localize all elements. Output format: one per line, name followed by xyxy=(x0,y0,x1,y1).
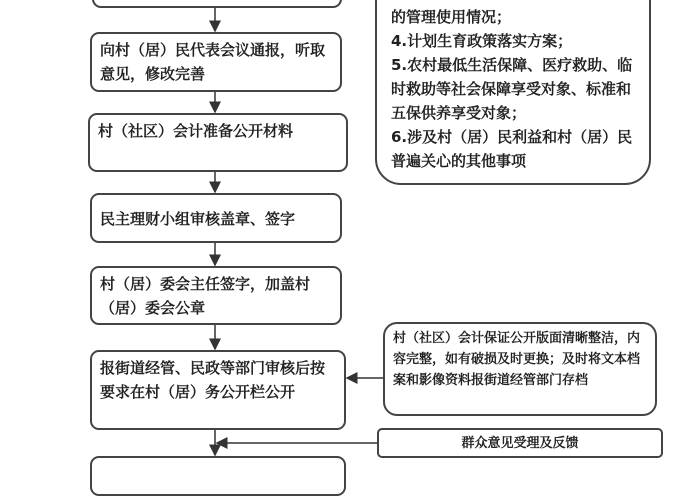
flow-step-finance-review: 民主理财小组审核盖章、签字 xyxy=(90,193,342,243)
archive-note: 村（社区）会计保证公开版面清晰整洁，内容完整，如有破损及时更换；及时将文本档案和影像资料报街道经管部门存档 xyxy=(383,322,657,416)
disclosure-content-list xyxy=(375,0,651,185)
content-item: 的管理使用情况； xyxy=(391,8,512,26)
content-item: 5.农村最低生活保障、医疗救助、临时救助等社会保障享受对象、标准和五保供养享受对象； xyxy=(391,56,633,122)
flow-step-director-sign: 村（居）委会主任签字，加盖村（居）委会公章 xyxy=(90,266,342,325)
flow-step-publish: 报街道经管、民政等部门审核后按要求在村（居）务公开栏公开 xyxy=(90,350,346,430)
flow-step-previous xyxy=(92,0,342,8)
content-item: 4.计划生育政策落实方案； xyxy=(391,32,573,50)
flow-step-prepare-materials: 村（社区）会计准备公开材料 xyxy=(88,113,348,172)
content-item: 6.涉及村（居）民利益和村（居）民普遍关心的其他事项 xyxy=(391,128,633,170)
feedback-box: 群众意见受理及反馈 xyxy=(377,428,663,458)
flow-step-next xyxy=(90,456,346,496)
flow-step-notify-representatives: 向村（居）民代表会议通报，听取意见，修改完善 xyxy=(90,32,342,92)
